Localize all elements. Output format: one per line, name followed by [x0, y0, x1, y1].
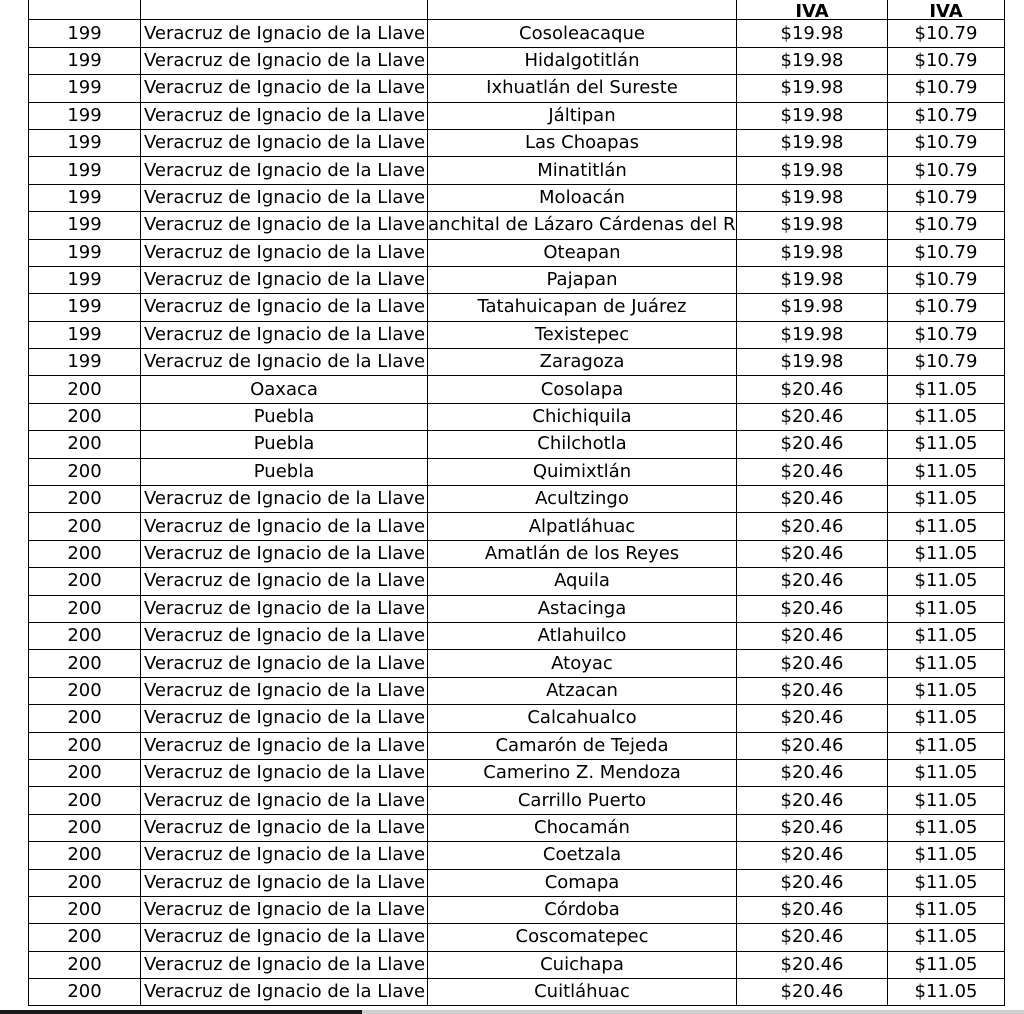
municipality-cell[interactable]: Las Choapas [428, 129, 737, 156]
iva-cell[interactable]: $11.05 [888, 705, 1005, 732]
iva-cell[interactable]: $10.79 [888, 184, 1005, 211]
municipality-cell[interactable]: Acultzingo [428, 486, 737, 513]
state-cell[interactable]: Veracruz de Ignacio de la Llave [141, 677, 428, 704]
municipality-cell[interactable]: Alpatláhuac [428, 513, 737, 540]
state-cell[interactable]: Veracruz de Ignacio de la Llave [141, 75, 428, 102]
state-cell[interactable]: Veracruz de Ignacio de la Llave [141, 924, 428, 951]
price-cell[interactable]: $20.46 [737, 431, 888, 458]
code-cell[interactable]: 199 [29, 129, 141, 156]
iva-cell[interactable]: $11.05 [888, 951, 1005, 978]
iva-cell[interactable]: $11.05 [888, 595, 1005, 622]
table-row [29, 129, 1005, 156]
municipality-cell[interactable]: Cuichapa [428, 951, 737, 978]
state-cell[interactable]: Veracruz de Ignacio de la Llave [141, 540, 428, 567]
state-cell[interactable]: Veracruz de Ignacio de la Llave [141, 705, 428, 732]
table-row [29, 458, 1005, 485]
table-row [29, 349, 1005, 376]
state-cell[interactable]: Veracruz de Ignacio de la Llave [141, 321, 428, 348]
table-row [29, 321, 1005, 348]
municipality-cell[interactable]: Oteapan [428, 239, 737, 266]
iva-cell[interactable]: $11.05 [888, 376, 1005, 403]
iva-cell[interactable]: $10.79 [888, 129, 1005, 156]
iva-cell[interactable]: $11.05 [888, 732, 1005, 759]
code-cell[interactable]: 200 [29, 787, 141, 814]
code-cell[interactable]: 200 [29, 403, 141, 430]
state-cell[interactable]: Veracruz de Ignacio de la Llave [141, 129, 428, 156]
tariff-table [28, 0, 1005, 1006]
state-cell[interactable]: Veracruz de Ignacio de la Llave [141, 157, 428, 184]
municipality-cell[interactable]: Zaragoza [428, 349, 737, 376]
code-cell[interactable]: 199 [29, 321, 141, 348]
state-cell[interactable]: Veracruz de Ignacio de la Llave [141, 842, 428, 869]
header-cell-code [29, 0, 141, 20]
table-row [29, 239, 1005, 266]
iva-cell[interactable]: $11.05 [888, 842, 1005, 869]
state-cell[interactable]: Veracruz de Ignacio de la Llave [141, 759, 428, 786]
iva-cell[interactable]: $10.79 [888, 75, 1005, 102]
state-cell[interactable]: Veracruz de Ignacio de la Llave [141, 595, 428, 622]
price-cell[interactable]: $20.46 [737, 650, 888, 677]
price-cell[interactable]: $19.98 [737, 157, 888, 184]
municipality-cell[interactable]: Córdoba [428, 896, 737, 923]
price-cell[interactable]: $20.46 [737, 951, 888, 978]
municipality-cell[interactable]: Aquila [428, 568, 737, 595]
state-cell[interactable]: Veracruz de Ignacio de la Llave [141, 239, 428, 266]
header-cell-price-with-iva: IVA [737, 0, 888, 20]
price-cell[interactable]: $20.46 [737, 376, 888, 403]
table-row [29, 266, 1005, 293]
state-cell[interactable]: Veracruz de Ignacio de la Llave [141, 732, 428, 759]
code-cell[interactable]: 200 [29, 376, 141, 403]
spreadsheet-table-container [28, 0, 1004, 1006]
code-cell[interactable]: 200 [29, 622, 141, 649]
code-cell[interactable]: 199 [29, 239, 141, 266]
table-row [29, 376, 1005, 403]
table-body [29, 0, 1005, 1006]
iva-cell[interactable]: $11.05 [888, 486, 1005, 513]
price-cell[interactable]: $20.46 [737, 869, 888, 896]
price-cell[interactable]: $20.46 [737, 540, 888, 567]
iva-cell[interactable]: $10.79 [888, 102, 1005, 129]
state-cell[interactable]: Veracruz de Ignacio de la Llave [141, 787, 428, 814]
municipality-cell[interactable]: Texistepec [428, 321, 737, 348]
price-cell[interactable]: $19.98 [737, 75, 888, 102]
table-row [29, 403, 1005, 430]
code-cell[interactable]: 200 [29, 677, 141, 704]
price-cell[interactable]: $20.46 [737, 924, 888, 951]
code-cell[interactable]: 199 [29, 266, 141, 293]
municipality-cell[interactable]: Quimixtlán [428, 458, 737, 485]
iva-cell[interactable]: $11.05 [888, 869, 1005, 896]
price-cell[interactable]: $19.98 [737, 239, 888, 266]
iva-cell[interactable]: $11.05 [888, 896, 1005, 923]
code-cell[interactable]: 200 [29, 759, 141, 786]
price-cell[interactable]: $20.46 [737, 842, 888, 869]
code-cell[interactable]: 199 [29, 47, 141, 74]
table-row [29, 622, 1005, 649]
code-cell[interactable]: 199 [29, 20, 141, 47]
iva-cell[interactable]: $11.05 [888, 540, 1005, 567]
table-row [29, 759, 1005, 786]
municipality-cell[interactable]: Astacinga [428, 595, 737, 622]
table-row [29, 20, 1005, 47]
code-cell[interactable]: 199 [29, 212, 141, 239]
code-cell[interactable]: 199 [29, 184, 141, 211]
state-cell[interactable]: Veracruz de Ignacio de la Llave [141, 184, 428, 211]
price-cell[interactable]: $19.98 [737, 184, 888, 211]
price-cell[interactable]: $20.46 [737, 814, 888, 841]
state-cell[interactable]: Veracruz de Ignacio de la Llave [141, 979, 428, 1006]
iva-cell[interactable]: $10.79 [888, 239, 1005, 266]
table-row [29, 951, 1005, 978]
price-cell[interactable]: $20.46 [737, 458, 888, 485]
price-cell[interactable]: $20.46 [737, 787, 888, 814]
municipality-cell[interactable]: Chocamán [428, 814, 737, 841]
code-cell[interactable]: 200 [29, 650, 141, 677]
table-header-row [29, 0, 1005, 20]
municipality-cell[interactable]: Coscomatepec [428, 924, 737, 951]
code-cell[interactable]: 200 [29, 486, 141, 513]
iva-cell[interactable]: $11.05 [888, 787, 1005, 814]
iva-cell[interactable]: $11.05 [888, 431, 1005, 458]
code-cell[interactable]: 199 [29, 102, 141, 129]
price-cell[interactable]: $20.46 [737, 568, 888, 595]
table-row [29, 513, 1005, 540]
state-cell[interactable]: Veracruz de Ignacio de la Llave [141, 47, 428, 74]
iva-cell[interactable]: $10.79 [888, 349, 1005, 376]
price-cell[interactable]: $20.46 [737, 759, 888, 786]
municipality-cell[interactable]: Ixhuatlán del Sureste [428, 75, 737, 102]
table-row [29, 212, 1005, 239]
price-cell[interactable]: $19.98 [737, 266, 888, 293]
table-row [29, 979, 1005, 1006]
code-cell[interactable]: 200 [29, 732, 141, 759]
table-row [29, 842, 1005, 869]
state-cell[interactable]: Veracruz de Ignacio de la Llave [141, 896, 428, 923]
municipality-cell[interactable]: Hidalgotitlán [428, 47, 737, 74]
iva-cell[interactable]: $10.79 [888, 20, 1005, 47]
table-row [29, 540, 1005, 567]
code-cell[interactable]: 199 [29, 157, 141, 184]
municipality-cell[interactable]: Comapa [428, 869, 737, 896]
table-row [29, 650, 1005, 677]
code-cell[interactable]: 200 [29, 842, 141, 869]
code-cell[interactable]: 200 [29, 513, 141, 540]
municipality-cell[interactable]: Atoyac [428, 650, 737, 677]
municipality-cell[interactable]: Minatitlán [428, 157, 737, 184]
municipality-cell[interactable]: Coetzala [428, 842, 737, 869]
state-cell[interactable]: Veracruz de Ignacio de la Llave [141, 349, 428, 376]
iva-cell[interactable]: $11.05 [888, 979, 1005, 1006]
code-cell[interactable]: 200 [29, 979, 141, 1006]
iva-cell[interactable]: $10.79 [888, 212, 1005, 239]
price-cell[interactable]: $19.98 [737, 212, 888, 239]
table-row [29, 896, 1005, 923]
code-cell[interactable]: 199 [29, 349, 141, 376]
table-row [29, 568, 1005, 595]
iva-cell[interactable]: $10.79 [888, 266, 1005, 293]
price-cell[interactable]: $19.98 [737, 349, 888, 376]
price-cell[interactable]: $20.46 [737, 732, 888, 759]
table-row [29, 595, 1005, 622]
state-cell[interactable]: Puebla [141, 403, 428, 430]
iva-cell[interactable]: $11.05 [888, 403, 1005, 430]
iva-cell[interactable]: $10.79 [888, 47, 1005, 74]
municipality-cell[interactable]: Tatahuicapan de Juárez [428, 294, 737, 321]
municipality-cell[interactable]: Cosolapa [428, 376, 737, 403]
table-row [29, 47, 1005, 74]
state-cell[interactable]: Veracruz de Ignacio de la Llave [141, 568, 428, 595]
municipality-cell[interactable]: Jáltipan [428, 102, 737, 129]
horizontal-scrollbar-thumb[interactable] [0, 1010, 362, 1014]
code-cell[interactable]: 200 [29, 705, 141, 732]
table-row [29, 732, 1005, 759]
municipality-cell[interactable]: Carrillo Puerto [428, 787, 737, 814]
iva-cell[interactable]: $11.05 [888, 513, 1005, 540]
price-cell[interactable]: $19.98 [737, 20, 888, 47]
municipality-cell[interactable]: Moloacán [428, 184, 737, 211]
table-row [29, 486, 1005, 513]
state-cell[interactable]: Veracruz de Ignacio de la Llave [141, 814, 428, 841]
price-cell[interactable]: $19.98 [737, 47, 888, 74]
municipality-cell[interactable]: Pajapan [428, 266, 737, 293]
price-cell[interactable]: $20.46 [737, 595, 888, 622]
table-row [29, 814, 1005, 841]
iva-cell[interactable]: $11.05 [888, 568, 1005, 595]
state-cell[interactable]: Veracruz de Ignacio de la Llave [141, 486, 428, 513]
price-cell[interactable]: $19.98 [737, 102, 888, 129]
price-cell[interactable]: $20.46 [737, 622, 888, 649]
price-cell[interactable]: $19.98 [737, 321, 888, 348]
municipality-cell[interactable]: Chilchotla [428, 431, 737, 458]
price-cell[interactable]: $20.46 [737, 979, 888, 1006]
municipality-cell[interactable]: Calcahualco [428, 705, 737, 732]
municipality-cell[interactable]: anchital de Lázaro Cárdenas del R [428, 212, 737, 239]
code-cell[interactable]: 199 [29, 75, 141, 102]
price-cell[interactable]: $19.98 [737, 294, 888, 321]
municipality-cell[interactable]: Amatlán de los Reyes [428, 540, 737, 567]
table-row [29, 787, 1005, 814]
code-cell[interactable]: 200 [29, 568, 141, 595]
state-cell[interactable]: Veracruz de Ignacio de la Llave [141, 650, 428, 677]
price-cell[interactable]: $20.46 [737, 677, 888, 704]
state-cell[interactable]: Veracruz de Ignacio de la Llave [141, 513, 428, 540]
iva-cell[interactable]: $11.05 [888, 924, 1005, 951]
state-cell[interactable]: Veracruz de Ignacio de la Llave [141, 294, 428, 321]
price-cell[interactable]: $20.46 [737, 705, 888, 732]
iva-cell[interactable]: $11.05 [888, 814, 1005, 841]
code-cell[interactable]: 200 [29, 924, 141, 951]
price-cell[interactable]: $20.46 [737, 486, 888, 513]
table-row [29, 869, 1005, 896]
table-row [29, 705, 1005, 732]
price-cell[interactable]: $20.46 [737, 513, 888, 540]
header-cell-municipality [428, 0, 737, 20]
iva-cell[interactable]: $11.05 [888, 677, 1005, 704]
municipality-cell[interactable]: Atzacan [428, 677, 737, 704]
iva-cell[interactable]: $10.79 [888, 321, 1005, 348]
table-row [29, 184, 1005, 211]
iva-cell[interactable]: $11.05 [888, 650, 1005, 677]
code-cell[interactable]: 200 [29, 540, 141, 567]
code-cell[interactable]: 200 [29, 595, 141, 622]
municipality-cell[interactable]: Camerino Z. Mendoza [428, 759, 737, 786]
state-cell[interactable]: Veracruz de Ignacio de la Llave [141, 951, 428, 978]
state-cell[interactable]: Veracruz de Ignacio de la Llave [141, 622, 428, 649]
code-cell[interactable]: 200 [29, 951, 141, 978]
state-cell[interactable]: Puebla [141, 458, 428, 485]
table-row [29, 677, 1005, 704]
price-cell[interactable]: $20.46 [737, 403, 888, 430]
state-cell[interactable]: Veracruz de Ignacio de la Llave [141, 102, 428, 129]
code-cell[interactable]: 199 [29, 294, 141, 321]
iva-cell[interactable]: $11.05 [888, 622, 1005, 649]
iva-cell[interactable]: $10.79 [888, 294, 1005, 321]
header-cell-state [141, 0, 428, 20]
table-row [29, 75, 1005, 102]
iva-cell[interactable]: $11.05 [888, 759, 1005, 786]
state-cell[interactable]: Oaxaca [141, 376, 428, 403]
code-cell[interactable]: 200 [29, 431, 141, 458]
code-cell[interactable]: 200 [29, 896, 141, 923]
state-cell[interactable]: Veracruz de Ignacio de la Llave [141, 212, 428, 239]
table-row [29, 294, 1005, 321]
state-cell[interactable]: Veracruz de Ignacio de la Llave [141, 266, 428, 293]
municipality-cell[interactable]: Cuitláhuac [428, 979, 737, 1006]
code-cell[interactable]: 200 [29, 814, 141, 841]
price-cell[interactable]: $20.46 [737, 896, 888, 923]
state-cell[interactable]: Puebla [141, 431, 428, 458]
iva-cell[interactable]: $10.79 [888, 157, 1005, 184]
table-row [29, 157, 1005, 184]
code-cell[interactable]: 200 [29, 458, 141, 485]
municipality-cell[interactable]: Cosoleacaque [428, 20, 737, 47]
municipality-cell[interactable]: Camarón de Tejeda [428, 732, 737, 759]
table-row [29, 431, 1005, 458]
price-cell[interactable]: $19.98 [737, 129, 888, 156]
state-cell[interactable]: Veracruz de Ignacio de la Llave [141, 20, 428, 47]
table-row [29, 924, 1005, 951]
iva-cell[interactable]: $11.05 [888, 458, 1005, 485]
municipality-cell[interactable]: Chichiquila [428, 403, 737, 430]
municipality-cell[interactable]: Atlahuilco [428, 622, 737, 649]
table-row [29, 102, 1005, 129]
header-cell-price-iva: IVA [888, 0, 1005, 20]
state-cell[interactable]: Veracruz de Ignacio de la Llave [141, 869, 428, 896]
code-cell[interactable]: 200 [29, 869, 141, 896]
